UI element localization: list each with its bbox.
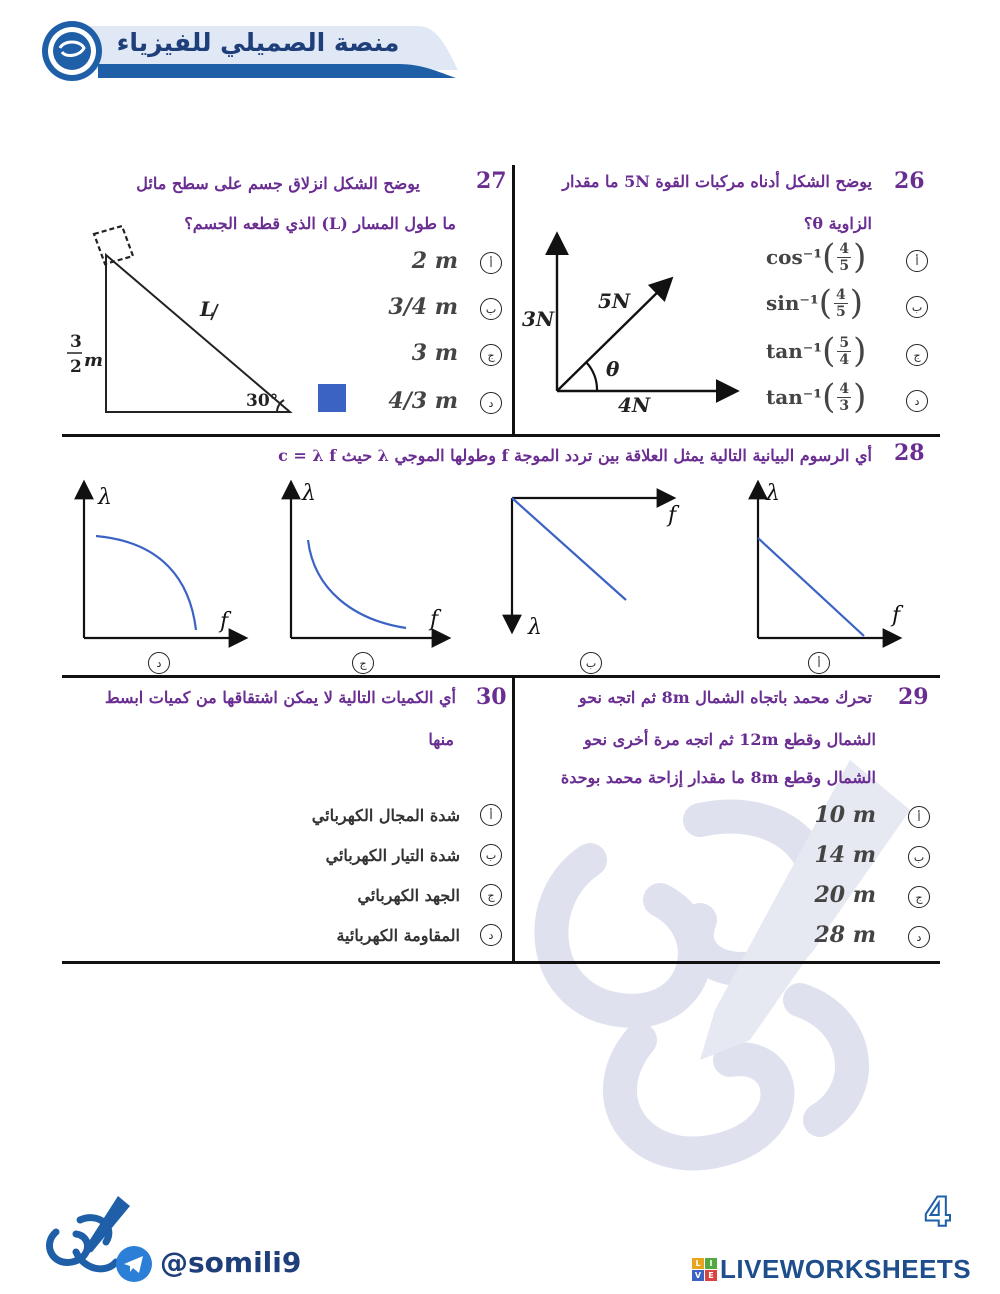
fraction-numerator: 4 [839, 380, 850, 397]
question-28-text: أي الرسوم البيانية التالية يمثل العلاقة بين تردد الموجة f وطولها الموجي λ حيث c = λ f [278, 446, 872, 465]
q27-option-3-letter[interactable]: د [480, 392, 502, 414]
q29-option-3-letter[interactable]: د [908, 926, 930, 948]
brand-tile: E [705, 1270, 717, 1281]
label-4n: 4N [618, 393, 651, 417]
q28-graph-0-letter[interactable]: أ [808, 652, 830, 674]
q30-option-1-value[interactable]: شدة التيار الكهربائي [325, 846, 460, 865]
divider-vertical-bottom [512, 677, 515, 963]
q27-option-2-letter[interactable]: ج [480, 344, 502, 366]
question-26-line2: الزاوية θ؟ [803, 214, 872, 233]
graphs-panel [62, 470, 940, 680]
right-paren: ) [853, 237, 867, 277]
brand-tile: L [692, 1258, 704, 1269]
left-paren: ( [822, 237, 836, 277]
q28-graph-3-letter[interactable]: د [148, 652, 170, 674]
graph-d-x-label: f [220, 609, 229, 634]
q29-option-0-letter[interactable]: أ [908, 806, 930, 828]
q26-option-1[interactable] [766, 283, 863, 323]
fraction-numerator: 4 [835, 286, 846, 303]
right-paren: ) [853, 331, 867, 371]
fraction-denominator: 4 [839, 351, 850, 368]
left-paren: ( [818, 283, 832, 323]
liveworksheets-brand: LIVEWORKSHEETS [720, 1254, 972, 1284]
fraction-denominator: 5 [839, 257, 850, 274]
q26-option-0-func: cos⁻¹ [766, 245, 823, 269]
q27-option-1-value[interactable]: 3/4 m [388, 294, 458, 320]
watermark-logo [470, 740, 950, 1210]
graph-b-x-label: f [668, 503, 677, 528]
graph-c-x-label: f [430, 607, 439, 632]
q30-option-3-letter[interactable]: د [480, 924, 502, 946]
question-30-line1: أي الكميات التالية لا يمكن اشتقاقها من كميات ابسط [104, 688, 456, 707]
label-height-den: 2 [70, 357, 82, 377]
q26-option-0-letter[interactable]: أ [906, 250, 928, 272]
question-26-line1: يوضح الشكل أدناه مركبات القوة 5N ما مقدار [562, 172, 872, 191]
question-27-number: 27 [476, 168, 507, 194]
question-28-number: 28 [894, 440, 925, 466]
q29-option-0-value[interactable]: 10 m [814, 802, 876, 828]
label-path-l: L [200, 297, 215, 321]
left-paren: ( [822, 377, 836, 417]
q29-option-2-letter[interactable]: ج [908, 886, 930, 908]
platform-name: منصة الصميلي للفيزياء [116, 28, 400, 57]
label-angle: 30° [246, 391, 279, 411]
q26-option-3-func: tan⁻¹ [766, 385, 823, 409]
q30-option-1-letter[interactable]: ب [480, 844, 502, 866]
graph-c-y-label: λ [302, 481, 316, 506]
sliding-block [318, 384, 346, 412]
q30-option-3-value[interactable]: المقاومة الكهربائية [336, 926, 460, 945]
q27-option-0-value[interactable]: 2 m [411, 248, 458, 274]
force-components-diagram [520, 228, 750, 418]
graph-c [291, 484, 447, 638]
fraction [834, 288, 848, 319]
graph-d-y-label: λ [98, 485, 112, 510]
q27-option-3-value[interactable]: 4/3 m [388, 388, 458, 414]
question-29-number: 29 [898, 684, 929, 710]
fraction [837, 336, 851, 367]
right-paren: ) [849, 283, 863, 323]
divider-horizontal-3 [62, 961, 940, 964]
fraction [837, 242, 851, 273]
question-30-number: 30 [476, 684, 507, 710]
q26-option-1-func: sin⁻¹ [766, 291, 819, 315]
graph-b-y-label: λ [528, 615, 542, 640]
q30-option-0-value[interactable]: شدة المجال الكهربائي [311, 806, 460, 825]
question-26-number: 26 [894, 168, 925, 194]
divider-horizontal-1 [62, 434, 940, 437]
question-27-line1: يوضح الشكل انزلاق جسم على سطح مائل [136, 174, 420, 193]
fraction-denominator: 5 [835, 303, 846, 320]
fraction-numerator: 5 [839, 334, 850, 351]
q26-option-2-func: tan⁻¹ [766, 339, 823, 363]
label-height-num: 3 [70, 332, 82, 352]
telegram-icon [116, 1246, 152, 1282]
fraction-numerator: 4 [839, 240, 850, 257]
question-29-line3: الشمال وقطع 8m ما مقدار إزاحة محمد بوحدة [560, 768, 876, 787]
q28-graph-1-letter[interactable]: ب [580, 652, 602, 674]
liveworksheets-tiles [692, 1258, 717, 1281]
telegram-handle[interactable]: @somili9 [160, 1246, 302, 1279]
q30-option-2-letter[interactable]: ج [480, 884, 502, 906]
q29-option-2-value[interactable]: 20 m [814, 882, 876, 908]
right-paren: ) [853, 377, 867, 417]
label-5n: 5N [598, 289, 631, 313]
q26-option-3[interactable] [766, 377, 867, 417]
q29-option-1-value[interactable]: 14 m [814, 842, 876, 868]
q26-option-3-letter[interactable]: د [906, 390, 928, 412]
q26-option-2[interactable] [766, 331, 867, 371]
q29-option-3-value[interactable]: 28 m [814, 922, 876, 948]
graph-a-x-label: f [892, 603, 901, 628]
q30-option-2-value[interactable]: الجهد الكهربائي [357, 886, 460, 905]
graph-a [758, 484, 898, 638]
label-3n: 3N [522, 307, 555, 331]
fraction [837, 382, 851, 413]
label-theta: θ [606, 357, 620, 381]
q27-option-1-letter[interactable]: ب [480, 298, 502, 320]
left-paren: ( [822, 331, 836, 371]
brand-tile: I [705, 1258, 717, 1269]
q26-option-2-letter[interactable]: ج [906, 344, 928, 366]
inclined-plane-diagram [62, 222, 362, 422]
question-29-line1: تحرك محمد باتجاه الشمال 8m ثم اتجه نحو [578, 688, 872, 707]
graph-b [512, 498, 672, 630]
graph-a-y-label: λ [766, 481, 780, 506]
q28-graph-2-letter[interactable]: ج [352, 652, 374, 674]
brand-tile: V [692, 1270, 704, 1281]
question-27-line2: ما طول المسار (L) الذي قطعه الجسم؟ [184, 214, 456, 233]
liveworksheets-logo[interactable] [692, 1254, 971, 1285]
q26-option-0[interactable] [766, 237, 867, 277]
question-30-line2: منها [428, 730, 454, 749]
fraction-denominator: 3 [839, 397, 850, 414]
q27-option-2-value[interactable]: 3 m [411, 340, 458, 366]
q29-option-1-letter[interactable]: ب [908, 846, 930, 868]
label-height-unit: m [84, 350, 104, 371]
question-29-line2: الشمال وقطع 12m ثم اتجه مرة أخرى نحو [584, 730, 876, 749]
header-banner [38, 20, 458, 82]
divider-vertical-top [512, 165, 515, 435]
page-number: 4 [924, 1190, 952, 1236]
q27-option-0-letter[interactable]: أ [480, 252, 502, 274]
q30-option-0-letter[interactable]: أ [480, 804, 502, 826]
q26-option-1-letter[interactable]: ب [906, 296, 928, 318]
